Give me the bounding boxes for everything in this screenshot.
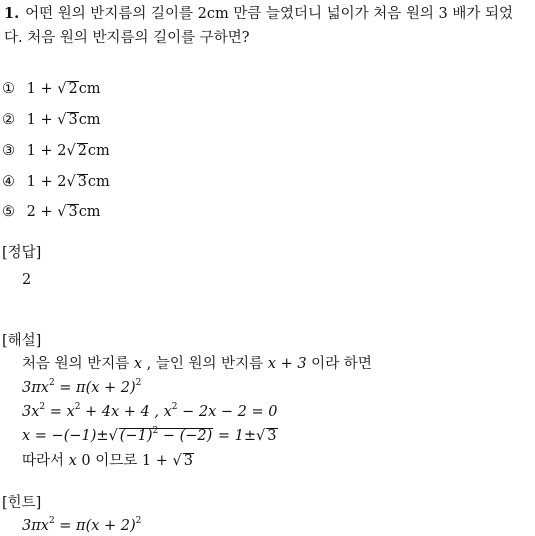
solution-line-5: [22, 451, 194, 471]
choice-unit: cm: [78, 81, 101, 97]
radicand: [119, 428, 214, 444]
radicand: 3: [267, 428, 277, 444]
choice-unit: cm: [87, 174, 110, 190]
exponent: 2: [48, 378, 55, 388]
solution-line-2: [22, 378, 141, 398]
solution-text: 0 이므로 1 +: [76, 453, 173, 469]
sqrt-icon: √: [256, 428, 266, 444]
math-expr: + 4x + 4 , x: [80, 404, 172, 420]
math-expr: 3x: [22, 404, 40, 420]
choice-pre: 1 +: [26, 112, 58, 128]
exponent: 2: [39, 402, 46, 412]
answer-label: [정답]: [2, 245, 42, 261]
solution-line-3: [22, 402, 278, 422]
math-var: x: [68, 453, 77, 469]
choice-pre: 1 +: [26, 81, 58, 97]
choice-mark: ②: [2, 112, 15, 128]
math-expr: x + 3: [267, 356, 307, 372]
math-expr: = x: [45, 404, 75, 420]
math-expr: = π(x + 2): [54, 518, 136, 534]
sqrt-icon: √: [66, 143, 76, 159]
solution-text: 처음 원의 반지름: [22, 356, 134, 372]
math-expr: − 2x − 2 = 0: [177, 404, 278, 420]
solution-text: , 늘인 원의 반지름: [142, 356, 268, 372]
choice-mark: ③: [2, 143, 15, 159]
exponent: 2: [152, 426, 159, 436]
radicand: 3: [68, 204, 78, 220]
question-stem: [4, 2, 530, 50]
hint-line: [22, 516, 141, 536]
math-expr: = 1±: [213, 428, 257, 444]
choice-1[interactable]: [2, 79, 101, 99]
radicand: 2: [68, 81, 78, 97]
sqrt-icon: √: [172, 453, 182, 469]
answer-value: 2: [22, 272, 32, 288]
math-expr: (−1): [119, 428, 153, 444]
choice-5[interactable]: [2, 202, 101, 222]
radicand: 3: [183, 453, 193, 469]
choice-mark: ④: [2, 174, 15, 190]
radicand: 3: [68, 112, 78, 128]
exponent: 2: [135, 516, 142, 526]
question-text: 어떤 원의 반지름의 길이를 2cm 만큼 늘였더니 넓이가 처음 원의 3 배가 되었다. 처음 원의 반지름의 길이를 구하면?: [4, 6, 513, 46]
choice-3[interactable]: [2, 141, 110, 161]
sqrt-icon: √: [57, 204, 67, 220]
math-expr: − (−2): [158, 428, 213, 444]
math-expr: 3πx: [22, 518, 49, 534]
sqrt-icon: √: [66, 174, 76, 190]
choice-unit: cm: [87, 143, 110, 159]
solution-text: 따라서: [22, 453, 69, 469]
choice-unit: cm: [78, 204, 101, 220]
exponent: 2: [48, 516, 55, 526]
hint-label: [힌트]: [2, 495, 42, 511]
math-expr: x = −(−1)±: [22, 428, 109, 444]
solution-line-4: [22, 426, 278, 446]
math-var: x: [133, 356, 143, 372]
sqrt-icon: √: [108, 428, 118, 444]
solution-text: 이라 하면: [306, 356, 372, 372]
exponent: 2: [171, 402, 178, 412]
choice-pre: 2 +: [26, 204, 58, 220]
radicand: 3: [77, 174, 87, 190]
choice-mark: ①: [2, 81, 15, 97]
solution-label: [해설]: [2, 333, 42, 349]
solution-line-1: [22, 354, 372, 374]
choice-2[interactable]: [2, 110, 101, 130]
choice-pre: 1 + 2: [26, 174, 67, 190]
exponent: 2: [74, 402, 81, 412]
math-expr: = π(x + 2): [54, 380, 136, 396]
sqrt-icon: √: [57, 112, 67, 128]
choice-4[interactable]: [2, 172, 110, 192]
sqrt-icon: √: [57, 81, 67, 97]
question-number: 1.: [4, 5, 20, 22]
choice-mark: ⑤: [2, 204, 15, 220]
exponent: 2: [135, 378, 142, 388]
radicand: 2: [77, 143, 87, 159]
choice-unit: cm: [78, 112, 101, 128]
choice-pre: 1 + 2: [26, 143, 67, 159]
math-expr: 3πx: [22, 380, 49, 396]
